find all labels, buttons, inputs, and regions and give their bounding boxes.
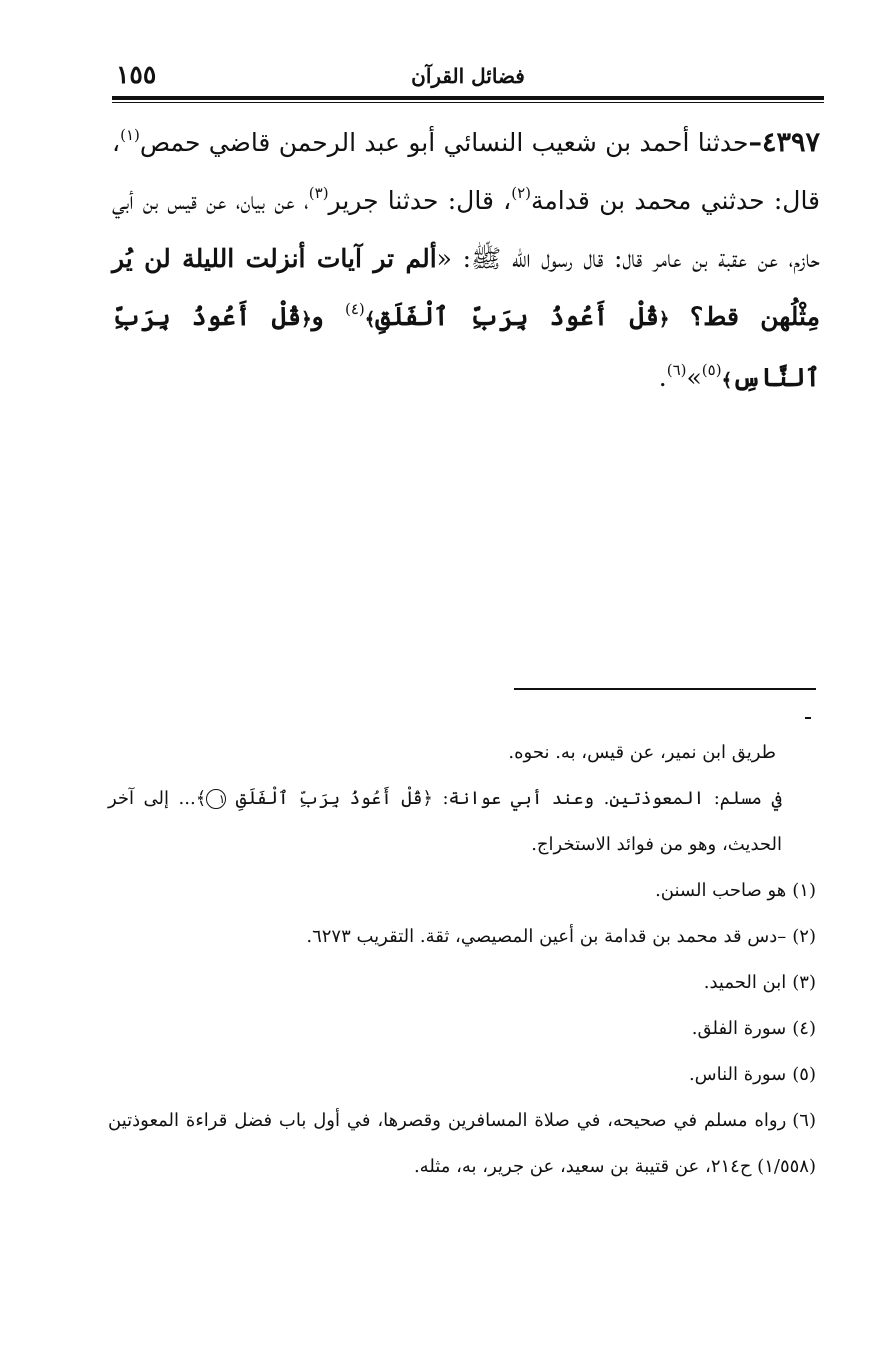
footnote-text: هو صاحب السنن. — [655, 880, 787, 901]
footnote-number: (١) — [792, 880, 816, 901]
footnote-1 — [108, 868, 816, 914]
footnote-continuation-2 — [108, 776, 816, 868]
book-title: فضائل القرآن — [411, 64, 525, 88]
footnote-ref-4: (٤) — [344, 300, 365, 318]
footnote-3 — [108, 960, 816, 1006]
closing-quote: » — [686, 363, 702, 392]
footnote-number: (٢) — [792, 926, 816, 947]
footnote-text: سورة الناس. — [688, 1064, 787, 1085]
header-rule-thin — [112, 102, 824, 103]
footnote-4 — [108, 1006, 816, 1052]
footnote-number: (٥) — [792, 1064, 816, 1085]
quran-bracket-open: ﴿ — [658, 309, 670, 330]
hadith-chain-4: ، عن بيان، عن قيس بن أبي حازم، عن عقبة بن عامر قال: قال رسول الله ﷺ: « — [112, 186, 820, 273]
end-period: . — [658, 363, 667, 392]
footnote-ref-1: (١) — [120, 126, 140, 144]
quran-verse-nas: قُلْ أَعُوذُ بِرَبِّ ٱلنَّاسِ — [112, 302, 820, 392]
footnote-ref-5: (٥) — [701, 361, 722, 379]
footnote-text: –دس قد محمد بن قدامة بن أعين المصيصي، ثقة. التقريب ٦٢٧٣. — [306, 926, 787, 947]
footnote-separator — [514, 688, 816, 690]
footnote-number: (٦) — [792, 1110, 816, 1131]
quran-bracket-close: ﴾ — [364, 309, 376, 330]
page-header — [112, 58, 824, 98]
footnote-ref-3: (٣) — [308, 184, 329, 202]
footnote-number: (٣) — [792, 972, 816, 993]
footnote-continuation-1: طريق ابن نمير، عن قيس، به. نحوه. — [508, 742, 776, 763]
hadith-text — [112, 114, 820, 410]
hadith-chain-2: ، قال: حدثني محمد بن قدامة — [112, 128, 821, 215]
continuation-text-b: ﴾... إلى آخر الحديث، وهو من فوائد الاستخراج. — [108, 788, 782, 855]
hadith-chain-3: ، قال: حدثنا جرير — [328, 186, 512, 215]
page-number: ١٥٥ — [116, 60, 157, 89]
footnote-ref-6: (٦) — [666, 361, 687, 379]
footnotes-section — [108, 730, 816, 1190]
quran-bracket-open-2: ﴿ — [301, 309, 312, 330]
conjunction: و — [311, 302, 345, 331]
footnote-6 — [108, 1098, 816, 1190]
header-rule — [112, 96, 824, 100]
footnote-2 — [108, 914, 816, 960]
footnote-5 — [108, 1052, 816, 1098]
margin-mark — [805, 717, 811, 719]
quran-bracket-close-2: ﴾ — [721, 370, 733, 391]
ayah-number-marker: ١ — [206, 789, 226, 809]
hadith-chain-1: حدثنا أحمد بن شعيب النسائي أبو عبد الرحمن قاضي حمص — [139, 128, 749, 157]
hadith-dash: – — [748, 127, 762, 158]
quran-verse-falaq: قُلْ أَعُوذُ بِرَبِّ ٱلْفَلَقِ — [375, 302, 659, 331]
footnote-ref-2: (٢) — [511, 184, 532, 202]
footnote-text: ابن الحميد. — [703, 972, 787, 993]
footnote-text: رواه مسلم في صحيحه، في صلاة المسافرين وقصرها، في أول باب فضل قراءة المعوذتين (١/٥٥٨) ح٢١٤، عن قتيبة بن سعيد، عن جرير، به، مثله. — [108, 1110, 816, 1177]
hadith-matn: ألم تر آيات أنزلت الليلة لن يُر مِثْلُهن قط؟ — [112, 244, 820, 331]
footnote-number: (٤) — [792, 1018, 816, 1039]
hadith-number: ٤٣٩٧ — [761, 127, 820, 158]
footnote-text: سورة الفلق. — [691, 1018, 787, 1039]
continuation-text-a: في مسلم: المعوذتين. وعند أبي عوانة: ﴿قُلْ أَعُوذُ بِرَبِّ ٱلْفَلَقِ — [235, 788, 782, 809]
